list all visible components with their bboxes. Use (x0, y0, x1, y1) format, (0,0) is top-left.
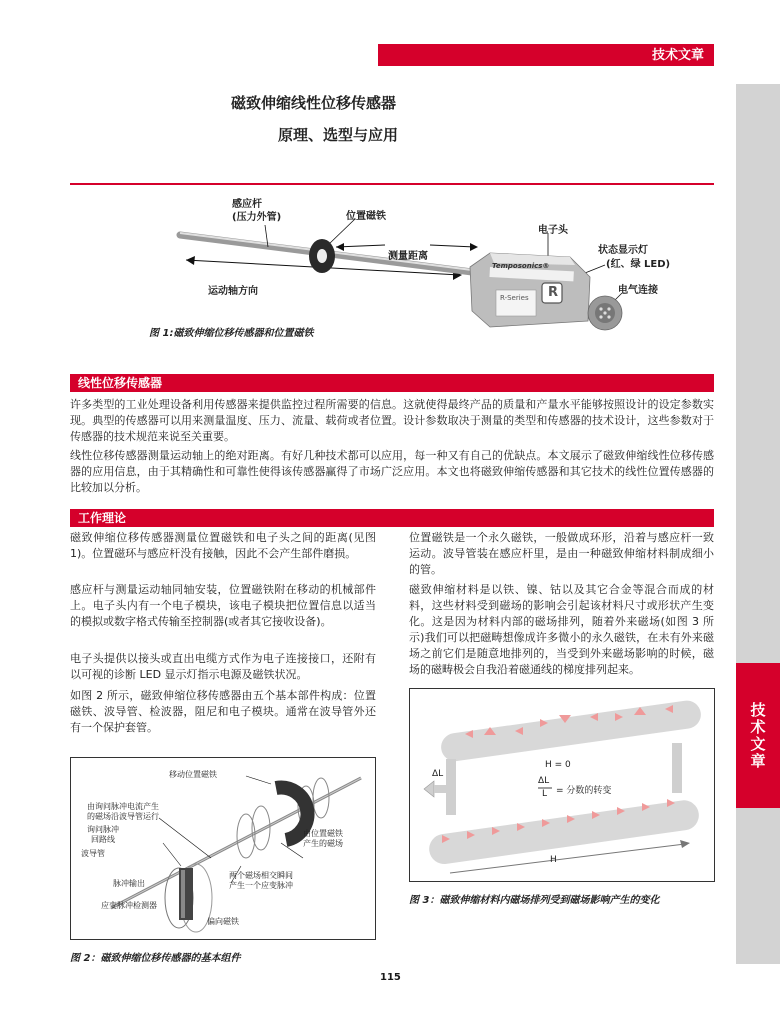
h-label: H (550, 855, 557, 865)
pulse-out-label: 脉冲输出 (113, 879, 145, 888)
return-wire-label: 询问脉冲 (87, 825, 119, 834)
strain-detector-label: 应变脉冲检测器 (101, 901, 157, 910)
title-divider (70, 183, 714, 185)
figure-1-caption: 图 1:磁致伸缩位移传感器和位置磁铁 (149, 328, 314, 339)
led-label: 状态显示灯 (598, 245, 648, 256)
figure-2-caption: 图 2：磁致伸缩位移传感器的基本组件 (70, 953, 241, 964)
pulse-field-label-2: 的磁场沿波导管运行 (87, 812, 159, 821)
section-title-theory: 工作理论 (70, 509, 714, 527)
magnet-field-label-2: 产生的磁场 (303, 839, 343, 848)
return-wire-label-2: 回路线 (91, 835, 115, 844)
paragraph: 如图 2 所示，磁致伸缩位移传感器由五个基本部件构成：位置磁铁、波导管、检波器，阻尼和电子模块。通常在波导管外还有一个保护套管。 (70, 689, 376, 734)
paragraph: 电子头提供以接头或直出电缆方式作为电子连接接口，还附有以可视的诊断 LED 显示灯指示电源及磁铁状况。 (70, 652, 376, 681)
figure-1 (150, 195, 710, 335)
paragraph: 磁致伸缩材料是以铁、镍、钴以及其它合金等混合而成的材料，这些材料受到磁场的影响会引起该材料尺寸或形状产生变化。这是因为材料内部的磁场排列，随着外来磁场(如图 3 所示)我们可以把磁畴想像成许多微小的永久磁铁，在未有外来磁场之前它们是随意地排列的，当受到外来磁场影响的时候，磁场的磁畴极会自我沿着磁通线的梯度排列起来。 (409, 583, 714, 676)
brand-mark: Temposonics® (492, 262, 550, 270)
side-tab (736, 663, 780, 808)
rod-sublabel: (压力外管) (232, 212, 282, 223)
delta-l-label: ΔL (432, 769, 444, 779)
bias-magnet-label: 偏向磁铁 (207, 917, 239, 926)
magnet-field-label: 由位置磁铁 (303, 829, 343, 838)
side-tab-label: 技术文章 (748, 701, 767, 770)
page-subtitle: 原理、选型与应用 (278, 126, 399, 144)
axis-label: 运动轴方向 (208, 286, 258, 297)
section-title-linear-sensors: 线性位移传感器 (70, 374, 714, 392)
header-tag: 技术文章 (378, 46, 714, 66)
paragraph: 磁致伸缩位移传感器测量位置磁铁和电子头之间的距离(见图 1)。位置磁环与感应杆没有接触，因此不会产生部件磨损。 (70, 531, 376, 560)
r-logo: R (548, 285, 559, 300)
range-label: 测量距离 (388, 251, 428, 262)
paragraph: 位置磁铁是一个永久磁铁，一般做成环形，沿着与感应杆一致运动。波导管装在感应杆里，是由一种磁致伸缩材料制成细小的管。 (409, 531, 714, 576)
side-strip (736, 84, 780, 964)
ratio-denominator: L (542, 789, 548, 799)
page-title: 磁致伸缩线性位移传感器 (231, 94, 397, 112)
figure-3-caption: 图 3：磁致伸缩材料内磁场排列受到磁场影响产生的变化 (409, 895, 660, 906)
pulse-field-label: 由询问脉冲电流产生 (87, 802, 159, 811)
led-sublabel: (红、绿 LED) (606, 259, 671, 270)
paragraph: 感应杆与测量运动轴同轴安装，位置磁铁附在移动的机械部件上。电子头内有一个电子模块，该电子模块把位置信息以适当的模拟或数字格式传输至控制器(或者其它接收设备)。 (70, 583, 376, 628)
rod-label: 感应杆 (232, 199, 262, 210)
figure-2 (70, 757, 376, 940)
magnet-label: 位置磁铁 (346, 211, 386, 222)
page-number: 115 (380, 972, 401, 983)
paragraph: 许多类型的工业处理设备利用传感器来提供监控过程所需要的信息。这就使得最终产品的质量和产量水平能够按照设计的设定参数实现。典型的传感器可以用来测量温度、压力、流量、载荷或者位置。设计参数取决于测量的类型和传感器的技术设计，这些参数对于传感器的技术规范来说至关重要。 (70, 398, 714, 443)
figure-3 (409, 688, 715, 882)
head-label: 电子头 (538, 225, 568, 236)
ratio-numerator: ΔL (538, 776, 550, 786)
waveguide-label: 波导管 (81, 849, 105, 858)
paragraph: 线性位移传感器测量运动轴上的绝对距离。有好几种技术都可以应用，每一种又有自己的优缺点。本文展示了磁致伸缩线性位移传感器的应用信息，由于其精确性和可靠性使得该传感器赢得了市场广泛应用。本文也将磁致伸缩传感器和其它技术的线性位置传感器的比较加以分析。 (70, 449, 714, 494)
intersect-label: 两个磁场相交瞬间 (229, 871, 293, 880)
series-mark: R-Series (500, 294, 529, 302)
moving-magnet-label: 移动位置磁铁 (169, 770, 217, 779)
h0-label: H = 0 (545, 760, 571, 770)
intersect-label-2: 产生一个应变脉冲 (229, 881, 293, 890)
ratio-text: = 分数的转变 (556, 786, 612, 796)
connector-label: 电气连接 (618, 285, 658, 296)
